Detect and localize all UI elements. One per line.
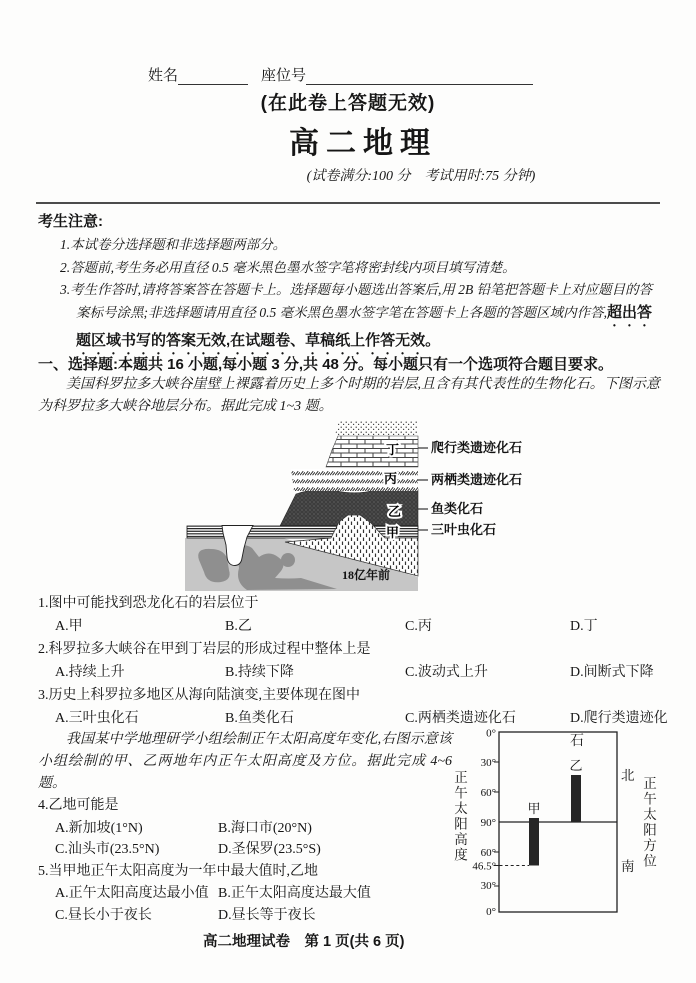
q3-option-a[interactable]: A.三叶虫化石 bbox=[55, 711, 139, 726]
seat-label: 座位号 bbox=[261, 68, 307, 84]
notice-block bbox=[38, 210, 662, 358]
tick-30-bottom: 30° bbox=[480, 880, 496, 892]
q4-option-c[interactable]: C.汕头市(23.5°N) bbox=[55, 842, 160, 857]
section-1-heading: 一、选择题:本题共 16 小题,每小题 3 分,共 48 分。每小题只有一个选项符合题目要求。 bbox=[38, 356, 614, 373]
q5-options-row1 bbox=[38, 883, 452, 905]
layer-letter-ding: 丁 bbox=[386, 442, 400, 457]
q1-stem: 1.图中可能找到恐龙化石的岩层位于 bbox=[38, 596, 259, 611]
q3-option-c[interactable]: C.两栖类遗迹化石 bbox=[405, 711, 516, 726]
q3-option-d[interactable]: D.爬行类遗迹化石 bbox=[570, 711, 668, 749]
fossil-label-reptile: 爬行类遗迹化石 bbox=[431, 440, 523, 455]
q4-stem: 4.乙地可能是 bbox=[38, 798, 119, 813]
q1-option-b[interactable]: B.乙 bbox=[225, 619, 252, 634]
chart-right-axis-title: 正午太阳方位 bbox=[641, 776, 656, 869]
chart-bar-yi-label: 乙 bbox=[569, 758, 583, 773]
figure-strata-cross-section bbox=[185, 421, 577, 593]
chart-left-axis-title: 正午太阳高度 bbox=[452, 770, 467, 863]
q2-options bbox=[38, 661, 678, 684]
tick-46-5: 46.5° bbox=[472, 860, 496, 873]
tick-90-mid: 90° bbox=[480, 817, 496, 829]
tick-60-top: 60° bbox=[480, 787, 496, 799]
tick-60-bottom: 60° bbox=[480, 847, 496, 859]
q5-option-b[interactable]: B.正午太阳高度达最大值 bbox=[218, 886, 371, 901]
q4-option-d[interactable]: D.圣保罗(23.5°S) bbox=[218, 842, 321, 857]
q1-options bbox=[38, 615, 678, 638]
direction-south-label: 南 bbox=[621, 859, 635, 874]
layer-bing-amphibian bbox=[291, 469, 418, 491]
q5-stem: 5.当甲地正午太阳高度为一年中最大值时,乙地 bbox=[38, 863, 318, 879]
questions-4-6-section bbox=[38, 729, 452, 926]
q5-option-d[interactable]: D.昼长等于夜长 bbox=[218, 907, 316, 923]
paper-title: 高二地理 bbox=[289, 127, 437, 160]
layer-ding-reptile bbox=[326, 436, 418, 467]
passage-colorado: 美国科罗拉多大峡谷崖壁上裸露着历史上多个时期的岩层,且含有其代表性的生物化石。下图示意为科罗拉多大峡谷地层分布。据此完成 1~3 题。 bbox=[38, 377, 660, 414]
name-seat-row bbox=[148, 64, 533, 85]
strata-diagram-svg bbox=[185, 421, 577, 593]
chart-bar-jia bbox=[529, 818, 539, 866]
paper-meta: (试卷满分:100 分 考试用时:75 分钟) bbox=[306, 169, 536, 184]
q1-option-d[interactable]: D.丁 bbox=[570, 619, 598, 634]
seat-blank-field[interactable] bbox=[306, 70, 533, 85]
name-label: 姓名 bbox=[148, 68, 179, 84]
layer-letter-jia: 甲 bbox=[386, 525, 400, 540]
tick-0-bottom: 0° bbox=[486, 906, 496, 918]
layer-letter-yi: 乙 bbox=[388, 504, 402, 519]
q4-options-row2 bbox=[38, 839, 452, 861]
q2-option-b[interactable]: B.持续下降 bbox=[225, 665, 294, 680]
q2-option-d[interactable]: D.间断式下降 bbox=[570, 665, 654, 680]
header-divider bbox=[36, 202, 660, 204]
q4-option-a[interactable]: A.新加坡(1°N) bbox=[55, 820, 143, 836]
fossil-label-fish: 鱼类化石 bbox=[431, 501, 484, 516]
notice-item-1: 1.本试卷分选择题和非选择题两部分。 bbox=[60, 237, 287, 252]
notice-heading: 考生注意: bbox=[38, 213, 103, 230]
age-label: 18亿年前 bbox=[342, 568, 391, 582]
fossil-label-trilobite: 三叶虫化石 bbox=[431, 522, 497, 537]
q2-option-a[interactable]: A.持续上升 bbox=[55, 665, 125, 680]
notice-item-3-emphasis: 超出答题区域书写的答案无效,在试题卷、草稿纸上作答无效。 bbox=[76, 303, 653, 349]
figure-solar-altitude-chart bbox=[450, 722, 696, 940]
direction-north-label: 北 bbox=[621, 768, 635, 783]
passage-solar-altitude: 我国某中学地理研学小组绘制正午太阳高度年变化,右图示意该小组绘制的甲、乙两地年内正午太阳高度及方位。据此完成 4~6 题。 bbox=[38, 732, 452, 791]
q2-stem: 2.科罗拉多大峡谷在甲到丁岩层的形成过程中整体上是 bbox=[38, 642, 371, 657]
notice-item-3 bbox=[60, 279, 662, 358]
q4-options-row1 bbox=[38, 818, 452, 840]
chart-bar-jia-label: 甲 bbox=[527, 801, 541, 816]
notice-item-2: 2.答题前,考生务必用直径 0.5 毫米黑色墨水签字笔将密封线内项目填写清楚。 bbox=[60, 259, 516, 275]
layer-letter-bing: 丙 bbox=[384, 471, 398, 486]
q1-option-c[interactable]: C.丙 bbox=[405, 619, 432, 634]
page-footer: 高二地理试卷 第 1 页(共 6 页) bbox=[203, 934, 405, 950]
name-blank-field[interactable] bbox=[178, 70, 248, 85]
q3-stem: 3.历史上科罗拉多地区从海向陆演变,主要体现在图中 bbox=[38, 688, 360, 703]
layer-top-sandstone bbox=[335, 421, 418, 435]
solar-chart-svg bbox=[450, 722, 696, 940]
q3-option-b[interactable]: B.鱼类化石 bbox=[225, 711, 294, 726]
tick-0-top: 0° bbox=[486, 727, 496, 740]
notice-item-3-text: 3.考生作答时,请将答案答在答题卡上。选择题每小题选出答案后,用 2B 铅笔把答题卡上对应题目的答案标号涂黑;非选择题请用直径 0.5 毫米黑色墨水签字笔在答题卡上各题的答题区域内作答, bbox=[60, 282, 653, 320]
basement-blob-small bbox=[281, 553, 295, 567]
q5-option-c[interactable]: C.昼长小于夜长 bbox=[55, 907, 152, 923]
fossil-label-amphibian: 两栖类遗迹化石 bbox=[431, 472, 523, 487]
q5-option-a[interactable]: A.正午太阳高度达最小值 bbox=[55, 886, 209, 901]
tick-30-top: 30° bbox=[480, 757, 496, 769]
q4-option-b[interactable]: B.海口市(20°N) bbox=[218, 820, 312, 836]
q2-option-c[interactable]: C.波动式上升 bbox=[405, 665, 488, 680]
chart-bar-yi bbox=[571, 775, 581, 822]
chart-tick-labels bbox=[472, 728, 496, 919]
invalid-answer-note: (在此卷上答题无效) bbox=[260, 93, 436, 114]
q1-option-a[interactable]: A.甲 bbox=[55, 619, 83, 634]
q5-options-row2 bbox=[38, 905, 452, 927]
